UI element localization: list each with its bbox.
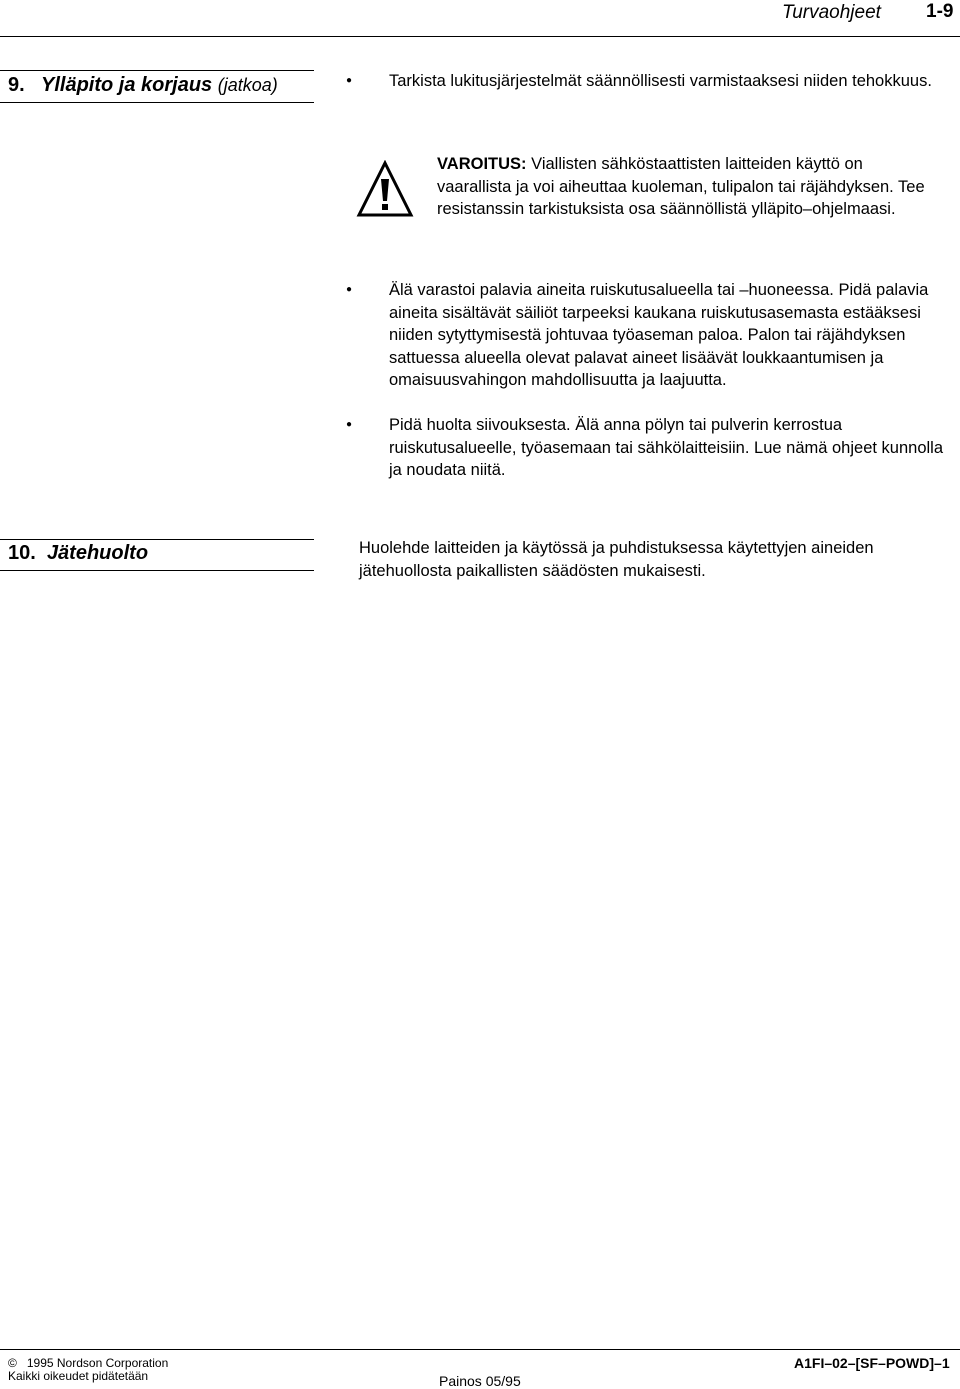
section-9-rule-top [0, 70, 314, 71]
footer-copyright [8, 1356, 168, 1370]
section-9-heading [8, 74, 278, 97]
section-10-rule-bottom [0, 570, 314, 571]
bullet-text-3: Pidä huolta siivouksesta. Älä anna pölyn tai pulverin kerrostua ruiskutusalueelle, työasemaan tai sähkölaitteisiin. Lue nämä ohjeet kunnolla ja noudata niitä. [389, 416, 944, 479]
section-9-rule-bottom [0, 102, 314, 103]
header-title: Turvaohjeet [782, 2, 881, 23]
warning-icon [356, 160, 414, 218]
copyright-text: 1995 Nordson Corporation [26, 1356, 169, 1370]
warning-body: Viallisten sähköstaattisten laitteiden käyttö on vaarallista ja voi aiheuttaa kuoleman, tulipalon tai räjähdyksen. Tee resistanssin tarkistuksista osa säännöllistä ylläpito–ohjelmaasi. [437, 155, 925, 218]
footer-edition: Painos 05/95 [439, 1373, 521, 1389]
section-10-rule-top [0, 539, 314, 540]
section-10-text: Huolehde laitteiden ja käytössä ja puhdistuksessa käytettyjen aineiden jätehuollosta paikallisten säädösten mukaisesti. [359, 539, 874, 580]
footer-doc-code: A1FI–02–[SF–POWD]–1 [794, 1355, 950, 1371]
copyright-symbol: © [8, 1356, 17, 1370]
section-10-heading [8, 542, 148, 565]
footer-divider [0, 1349, 960, 1350]
bullet-icon: ● [346, 284, 353, 295]
section-9-number: 9. [8, 74, 25, 96]
warning-label: VAROITUS: [437, 155, 527, 173]
section-10-number: 10. [8, 542, 36, 564]
page-number: 1-9 [926, 1, 954, 22]
bullet-text-2: Älä varastoi palavia aineita ruiskutusalueella tai –huoneessa. Pidä palavia aineita sisältävät säiliöt tarpeeksi kaukana ruiskutusasemasta estääksesi niiden sytyttymisestä johtuvaa työaseman paloa. Palon tai räjähdyksen sattuessa alueella olevat palavat aineet lisäävät loukkaantumisen ja omaisuusvahingon mahdollisuutta ja laajuutta. [389, 281, 929, 389]
warning-text [437, 153, 937, 221]
section-10-title: Jätehuolto [46, 542, 149, 564]
header-divider [0, 36, 960, 37]
bullet-icon: ● [346, 419, 353, 430]
section-9-title: Ylläpito ja korjaus [41, 74, 213, 96]
footer-rights: Kaikki oikeudet pidätetään [8, 1369, 149, 1383]
bullet-icon: ● [346, 75, 353, 86]
section-9-continued: (jatkoa) [217, 75, 278, 95]
bullet-text-1: Tarkista lukitusjärjestelmät säännöllisesti varmistaaksesi niiden tehokkuus. [389, 72, 932, 90]
